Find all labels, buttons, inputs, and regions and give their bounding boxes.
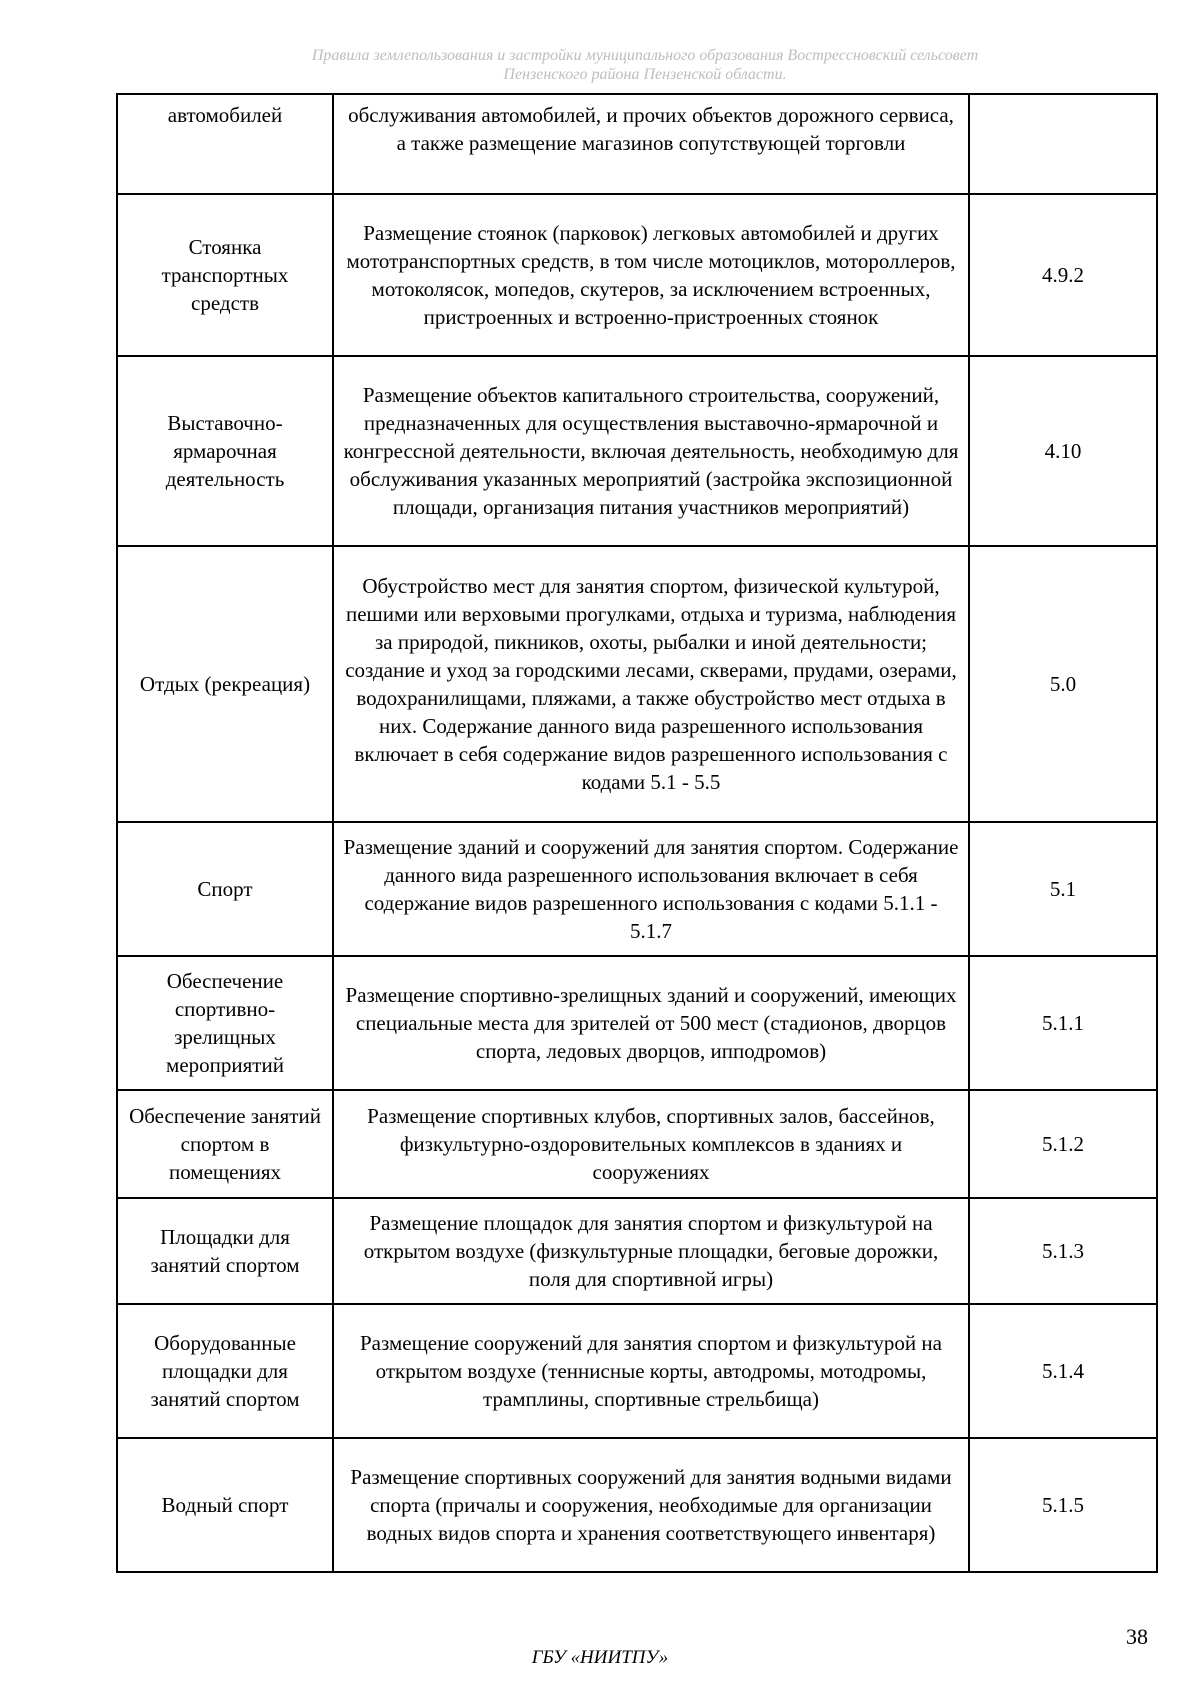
code-cell: 5.1.2 [969, 1090, 1157, 1198]
code-cell: 5.1.3 [969, 1198, 1157, 1304]
table-row [117, 546, 1157, 822]
description-cell: Размещение спортивных сооружений для занятия водными видами спорта (причалы и сооружения, необходимые для организации водных видов спорта и хранения соответствующего инвентаря) [333, 1438, 969, 1572]
code-cell: 5.0 [969, 546, 1157, 822]
header-line-1: Правила землепользования и застройки муниципального образования Вострессновский сельсовет [311, 47, 979, 64]
description-cell: Размещение спортивных клубов, спортивных залов, бассейнов, физкультурно-оздоровительных комплексов в зданиях и сооружениях [333, 1090, 969, 1198]
table-row [117, 822, 1157, 956]
page-footer: ГБУ «НИИТПУ» [531, 1647, 669, 1668]
description-cell: Размещение объектов капитального строительства, сооружений, предназначенных для осуществления выставочно-ярмарочной и конгрессной деятельности, включая деятельность, необходимую для обслуживания указанных мероприятий (застройка экспозиционной площади, организация питания участников мероприятий) [333, 356, 969, 546]
code-cell: 5.1 [969, 822, 1157, 956]
page-number: 38 [1126, 1624, 1148, 1649]
description-cell: Размещение сооружений для занятия спортом и физкультурой на открытом воздухе (теннисные корты, автодромы, мотодромы, трамплины, спортивные стрельбища) [333, 1304, 969, 1438]
land-use-table [116, 93, 1158, 1573]
table-row [117, 1438, 1157, 1572]
use-name-cell: Выставочно-ярмарочная деятельность [117, 356, 333, 546]
code-cell: 5.1.5 [969, 1438, 1157, 1572]
use-name-cell: Спорт [117, 822, 333, 956]
code-cell [969, 94, 1157, 194]
description-cell: Размещение площадок для занятия спортом и физкультурой на открытом воздухе (физкультурные площадки, беговые дорожки, поля для спортивной игры) [333, 1198, 969, 1304]
use-name-cell: Отдых (рекреация) [117, 546, 333, 822]
use-name-cell: Водный спорт [117, 1438, 333, 1572]
description-cell: Размещение спортивно-зрелищных зданий и сооружений, имеющих специальные места для зрителей от 500 мест (стадионов, дворцов спорта, ледовых дворцов, ипподромов) [333, 956, 969, 1090]
description-cell: Размещение зданий и сооружений для занятия спортом. Содержание данного вида разрешенного использования включает в себя содержание видов разрешенного использования с кодами 5.1.1 - 5.1.7 [333, 822, 969, 956]
code-cell: 4.10 [969, 356, 1157, 546]
header-line-2: Пензенского района Пензенской области. [503, 66, 787, 83]
table-row [117, 1304, 1157, 1438]
table-row [117, 194, 1157, 356]
code-cell: 4.9.2 [969, 194, 1157, 356]
description-cell: обслуживания автомобилей, и прочих объектов дорожного сервиса, а также размещение магазинов сопутствующей торговли [333, 94, 969, 194]
page-header [150, 46, 1140, 84]
table-row [117, 1198, 1157, 1304]
use-name-cell: Обеспечение спортивно-зрелищных мероприятий [117, 956, 333, 1090]
use-name-cell: автомобилей [117, 94, 333, 194]
description-cell: Обустройство мест для занятия спортом, физической культурой, пешими или верховыми прогулками, отдыха и туризма, наблюдения за природой, пикников, охоты, рыбалки и иной деятельности; создание и уход за городскими лесами, скверами, прудами, озерами, водохранилищами, пляжами, а также обустройство мест отдыха в них. Содержание данного вида разрешенного использования включает в себя содержание видов разрешенного использования с кодами 5.1 - 5.5 [333, 546, 969, 822]
table-row [117, 1090, 1157, 1198]
table-row [117, 956, 1157, 1090]
code-cell: 5.1.1 [969, 956, 1157, 1090]
table-row [117, 94, 1157, 194]
description-cell: Размещение стоянок (парковок) легковых автомобилей и других мототранспортных средств, в том числе мотоциклов, мотороллеров, мотоколясок, мопедов, скутеров, за исключением встроенных, пристроенных и встроенно-пристроенных стоянок [333, 194, 969, 356]
use-name-cell: Оборудованные площадки для занятий спортом [117, 1304, 333, 1438]
use-name-cell: Стоянка транспортных средств [117, 194, 333, 356]
use-name-cell: Площадки для занятий спортом [117, 1198, 333, 1304]
table-row [117, 356, 1157, 546]
use-name-cell: Обеспечение занятий спортом в помещениях [117, 1090, 333, 1198]
code-cell: 5.1.4 [969, 1304, 1157, 1438]
